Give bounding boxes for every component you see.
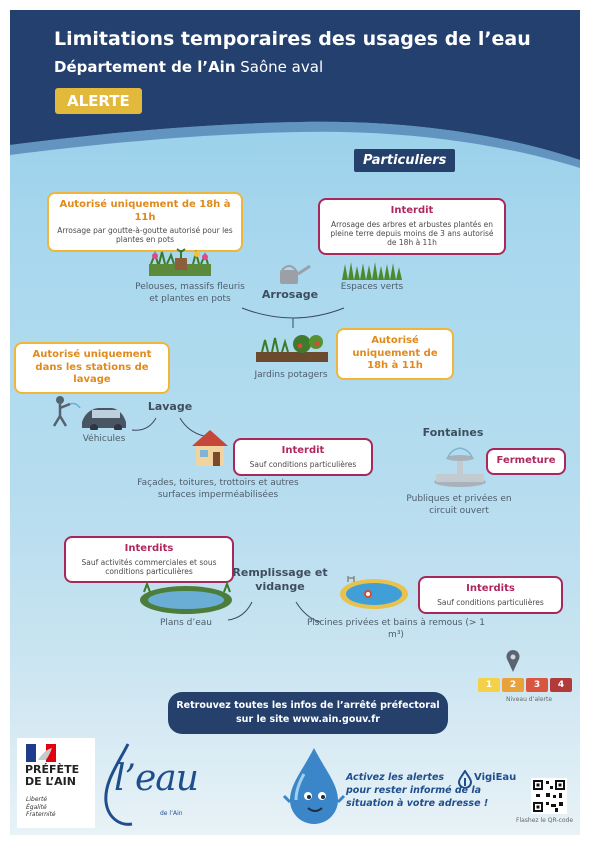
alert-level-caption: Niveau d’alerte: [506, 696, 553, 703]
marianne-flag-icon: [26, 744, 56, 762]
rule-detail: Sauf conditions particulières: [249, 459, 357, 469]
grass-icon: [340, 258, 410, 280]
rule-detail: Sauf conditions particulières: [437, 597, 544, 607]
rule-jardins: [336, 328, 454, 380]
vigieau-line-3: situation à votre adresse !: [346, 797, 489, 809]
flowerbed-icon: [145, 246, 215, 278]
rule-fontaines: [486, 448, 566, 475]
leau-logo-text: l’eau: [114, 758, 198, 799]
devise-fraternite: Fraternité: [26, 811, 56, 818]
rule-facades: [233, 438, 373, 476]
vegetable-garden-icon: [254, 328, 330, 364]
rule-title: Autorisé uniquement de 18h à 11h: [59, 199, 231, 223]
alert-level-scale: [478, 678, 572, 692]
pool-icon: [338, 576, 410, 612]
department-name: Département de l’Ain: [54, 58, 236, 76]
prefecture-logo: [17, 738, 95, 828]
piscines-label: Piscines privées et bains à remous (> 1 m³): [306, 618, 485, 640]
audience-label: Particuliers: [354, 149, 455, 172]
rule-espaces-verts: [318, 198, 506, 255]
rule-title: Interdit: [281, 445, 325, 456]
rule-detail: Arrosage par goutte-à-goutte autorisé pour les plantes en pots: [57, 226, 233, 245]
poster: [10, 10, 580, 835]
vehicules-label: Véhicules: [82, 434, 126, 444]
fountain-icon: [432, 444, 488, 488]
alert-level-4: 4: [550, 678, 572, 692]
watering-can-icon: [272, 262, 312, 288]
remplissage-category: Remplissage et vidange: [232, 566, 328, 593]
info-line-2: sur le site www.ain.gouv.fr: [236, 713, 380, 725]
car-wash-icon: [46, 394, 132, 430]
lavage-category: Lavage: [147, 400, 193, 413]
rule-pelouses: [47, 192, 243, 252]
plans-eau-label: Plans d’eau: [159, 618, 213, 628]
vigieau-drop-icon: [458, 770, 472, 788]
prefete-name: PRÉFÈTE DE L’AIN: [25, 763, 80, 788]
house-icon: [190, 428, 230, 468]
rule-vehicules: [14, 342, 170, 394]
devise-egalite: Égalité: [26, 803, 47, 811]
map-pin-icon: [506, 650, 520, 672]
vigieau-line-2: pour rester informé de la: [346, 784, 482, 796]
arrosage-bracket: [238, 294, 348, 328]
pelouses-label: Pelouses, massifs fleuris et plantes en pots: [135, 282, 245, 304]
rule-title: Autorisé uniquement de 18h à 11h: [352, 335, 438, 371]
qr-code-icon[interactable]: [531, 778, 567, 814]
rule-plans-eau: [64, 536, 234, 583]
vigieau-line-1: Activez les alertes: [346, 772, 445, 783]
arrosage-category: Arrosage: [261, 288, 319, 301]
fontaines-label: Publiques et privées en circuit ouvert: [406, 494, 512, 516]
alert-level-1: 1: [478, 678, 500, 692]
fontaines-category: Fontaines: [422, 426, 484, 439]
rule-detail: Sauf activités commerciales et sous conditions particulières: [81, 557, 217, 576]
rule-title: Interdits: [466, 583, 515, 594]
info-line-1: Retrouvez toutes les infos de l’arrêté préfectoral: [176, 700, 440, 711]
page-title: Limitations temporaires des usages de l’eau: [54, 28, 531, 50]
basin-name: Saône aval: [235, 58, 324, 76]
rule-title: Interdits: [124, 543, 174, 554]
alert-badge: ALERTE: [55, 88, 142, 114]
rule-title: Interdit: [390, 205, 434, 216]
espaces-verts-label: Espaces verts: [340, 282, 404, 292]
devise-liberte: Liberté: [26, 796, 48, 803]
devise: [26, 796, 56, 819]
alert-level-3: 3: [526, 678, 548, 692]
jardins-label: Jardins potagers: [254, 370, 328, 380]
rule-detail: Arrosage des arbres et arbustes plantés en pleine terre depuis moins de 3 ans autorisé de 18h à 11h: [330, 219, 494, 248]
qr-caption: Flashez le QR-code: [516, 817, 574, 824]
info-banner: [168, 692, 448, 734]
facades-label: Façades, toitures, trottoirs et autres surfaces imperméabilisées: [137, 478, 299, 500]
pond-icon: [136, 582, 236, 616]
rule-title: Fermeture: [496, 455, 556, 466]
alert-level-2: 2: [502, 678, 524, 692]
rule-piscines: [418, 576, 563, 614]
leau-logo-sub: de l’Ain: [160, 810, 183, 817]
water-drop-mascot-icon: [282, 744, 346, 828]
page-subtitle: [54, 58, 323, 76]
rule-title: Autorisé uniquement dans les stations de lavage: [32, 349, 152, 385]
vigieau-brand: VigiEau: [474, 772, 517, 783]
